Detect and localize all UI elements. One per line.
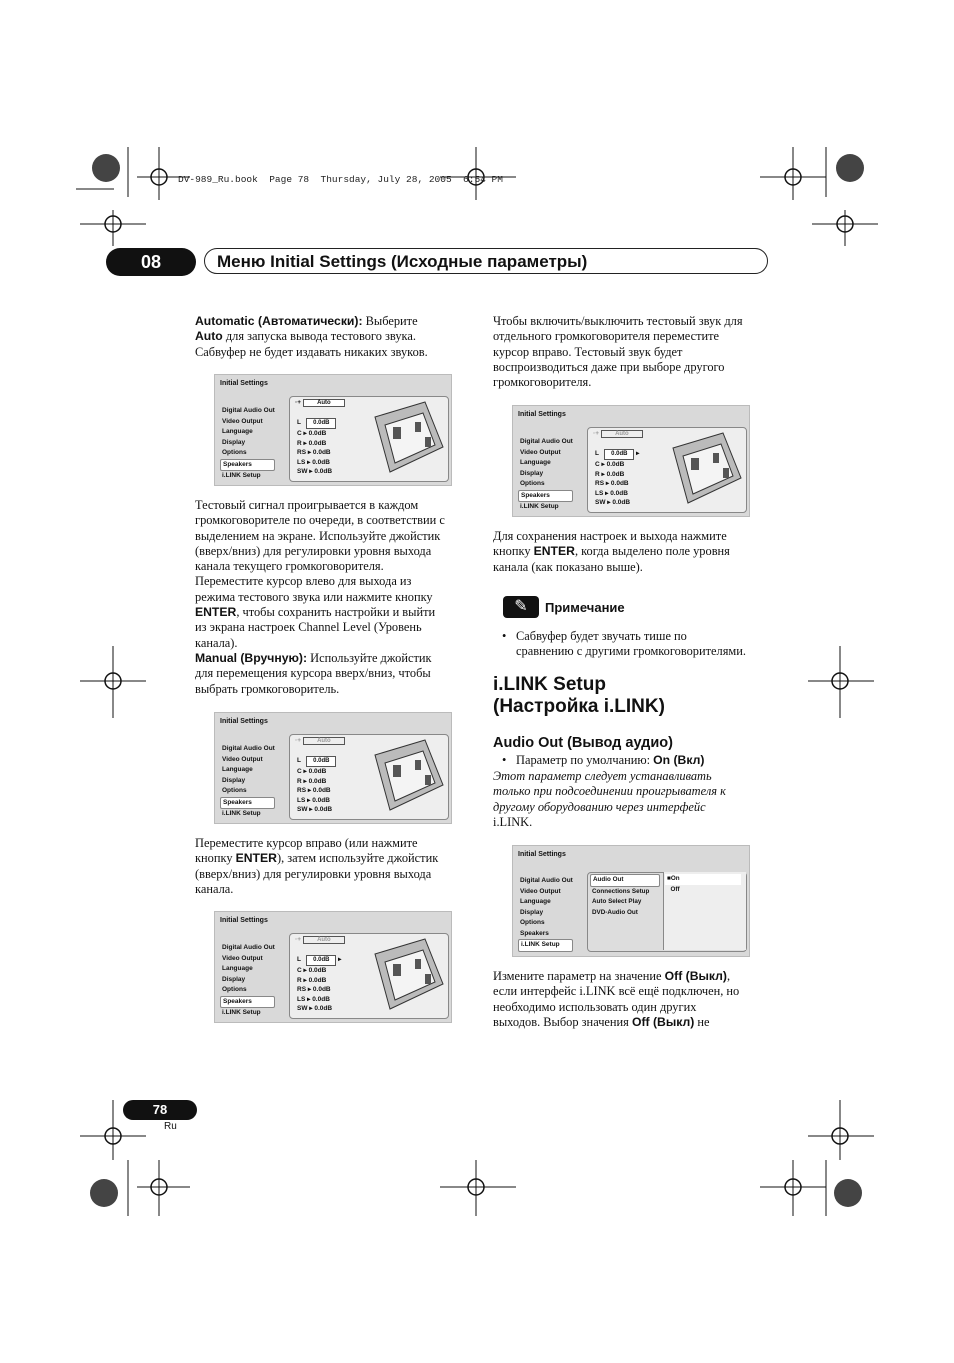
room-diagram — [365, 735, 445, 815]
subsection-title: Audio Out (Вывод аудио) — [493, 735, 673, 751]
default-bullet: • — [502, 753, 507, 767]
move-cursor-paragraph: Переместите курсор вправо (или нажмите кнопку ENTER), затем используйте джойстик (вверх/вниз) для регулировки уровня выхода канала. — [195, 836, 439, 896]
osd-screen-manual: Initial Settings Digital Audio Out Video Output Language Display Options Speakers i.LINK Setup ◦+ Auto L 0.0dB C ▸ 0.0dB R ▸ 0.0dB RS ▸ 0.0dB LS ▸ 0.0dB SW ▸ 0.0dB — [214, 712, 452, 824]
osd-screen-toggle: Initial Settings Digital Audio Out Video Output Language Display Options Speakers i.LINK Setup ◦+ Auto L 0.0dB ▸ C ▸ 0.0dB R ▸ 0.0dB RS ▸ 0.0dB LS ▸ 0.0dB SW ▸ 0.0dB — [512, 405, 750, 517]
note-bullet: • — [502, 629, 507, 643]
off-paragraph: Измените параметр на значение Off (Выкл), если интерфейс i.LINK всё ещё подключен, но необходимо использовать один других выходов. Выбор значения Off (Выкл) не — [493, 969, 740, 1029]
auto-paragraph: Automatic (Автоматически): Выберите Auto для запуска вывода тестового звука. Сабвуфер не будет издавать никаких звуков. — [195, 314, 428, 359]
print-header: DV-989_Ru.book Page 78 Thursday, July 28, 2005 6:54 PM — [178, 174, 503, 185]
page-number: 78 — [123, 1100, 197, 1120]
section-title: i.LINK Setup (Настройка i.LINK) — [493, 674, 665, 717]
osd-screen-level: Initial Settings Digital Audio Out Video Output Language Display Options Speakers i.LINK Setup ◦+ Auto L 0.0dB ▸ C ▸ 0.0dB R ▸ 0.0dB RS ▸ 0.0dB LS ▸ 0.0dB SW ▸ 0.0dB — [214, 911, 452, 1023]
note-title: Примечание — [545, 600, 625, 615]
osd-screen-ilink: Initial Settings Digital Audio Out Video Output Language Display Options Speakers i.LINK Setup Audio Out Connections Setup Auto Select Play DVD-Audio Out ■On Off — [512, 845, 750, 957]
page-language: Ru — [164, 1121, 177, 1132]
osd-screen-auto: Initial Settings Digital Audio Out Video Output Language Display Options Speakers i.LINK Setup ◦+ Auto L 0.0dB C ▸ 0.0dB R ▸ 0.0dB RS ▸ 0.0dB LS ▸ 0.0dB SW ▸ 0.0dB — [214, 374, 452, 486]
save-paragraph: Для сохранения настроек и выхода нажмите кнопку ENTER, когда выделено поле уровня канала (как показано выше). — [493, 529, 730, 574]
room-diagram — [365, 934, 445, 1014]
note-pencil-icon: ✎ — [503, 596, 539, 618]
italic-note: Этот параметр следует устанавливать только при подсоединении проигрывателя к другому оборудованию через интерфейс i.LINK. — [493, 769, 726, 829]
toggle-test-paragraph: Чтобы включить/выключить тестовый звук для отдельного громкоговорителя переместите курсор вправо. Тестовый звук будет воспроизводиться даже при выборе другого громкоговорителя. — [493, 314, 743, 390]
chapter-number: 08 — [106, 248, 196, 276]
note-item: Сабвуфер будет звучать тише по сравнению с другими громкоговорителями. — [516, 629, 746, 659]
room-diagram — [663, 428, 743, 508]
test-signal-paragraph: Тестовый сигнал проигрывается в каждом громкоговорителе по очереди, в соответствии с выделением на экране. Используйте джойстик (вверх/вниз) для регулировки уровня выхода канала текущего громкоговорителя. Переместите курсор влево для выхода из режима тестового звука или нажмите кнопку ENTER, чтобы сохранить настройки и выйти из экрана настроек Channel Level (Уровень канала). Manual (Вручную): Используйте джойстик для перемещения курсора вверх/вниз, чтобы выбрать громкоговоритель. — [195, 498, 445, 696]
chapter-title: Меню Initial Settings (Исходные параметры) — [204, 248, 768, 274]
room-diagram — [365, 397, 445, 477]
screen-title: Initial Settings — [220, 380, 268, 387]
default-line: Параметр по умолчанию: On (Вкл) — [516, 753, 705, 767]
